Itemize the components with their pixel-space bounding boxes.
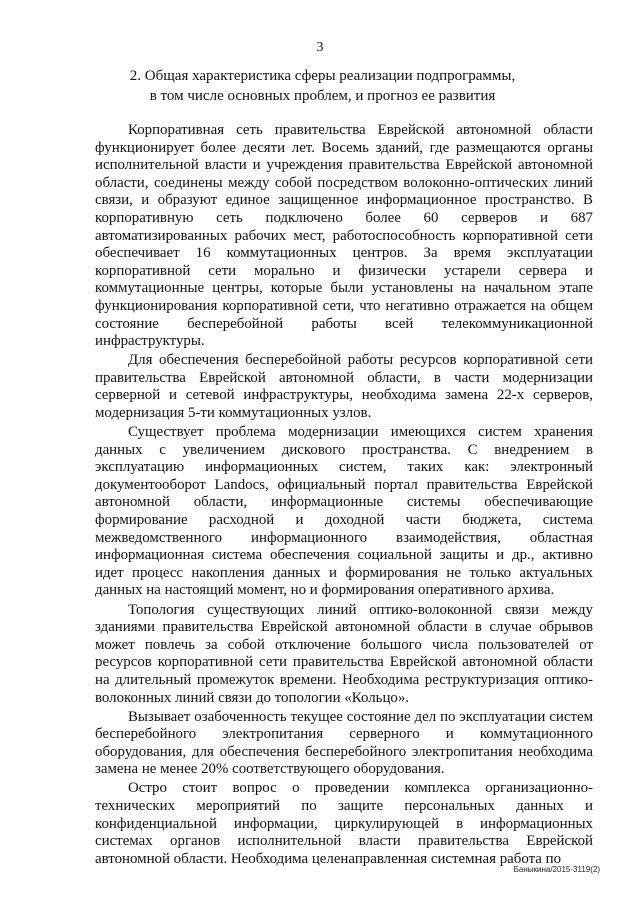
paragraph-storage-modernization: Существует проблема модернизации имеющихся систем хранения данных с увеличением дискового пространства. С внедрением в эксплуатацию информационных систем, таких как: электронный документооборот Landocs, официальный портал правительства Еврейской автономной области, информационные системы обеспечивающие формирование расходной и доходной части бюджета, система межведомственного информационного взаимодействия, областная информационная система обеспечения социальной защиты и др., активно идет процесс накопления данных и формирования не только актуальных данных на настоящий момент, но и формирования оперативного архива. <box>95 424 593 599</box>
footer-reference: Баныкина/2015-3119(2) <box>513 865 600 874</box>
paragraph-data-protection: Остро стоит вопрос о проведении комплекса организационно-технических мероприятий по защите персональных данных и конфиденциальной информации, циркулирующей в информационных системах органов исполнительной власти правительства Еврейской автономной области. Необходима целенаправленная системная работа по <box>95 780 593 867</box>
paragraph-power-supply: Вызывает озабоченность текущее состояние дел по эксплуатации систем бесперебойного электропитания серверного и коммутационного оборудования, для обеспечения бесперебойного электропитания необходима замена не менее 20% соответствующего оборудования. <box>95 708 593 778</box>
section-heading-line-2: в том числе основных проблем, и прогноз ее развития <box>149 88 496 104</box>
page-number: 3 <box>316 40 324 55</box>
section-heading <box>90 66 555 106</box>
paragraph-fiber-topology: Топология существующих линий оптико-волоконной связи между зданиями правительства Еврейской автономной области в случае обрывов может повлечь за собой отключение большого числа пользователей от ресурсов корпоративной сети правительства Еврейской автономной области на длительный промежуток времени. Необходима реструктуризация оптико-волоконных линий связи до топологии «Кольцо». <box>95 601 593 706</box>
body-text <box>95 122 593 870</box>
paragraph-server-replacement: Для обеспечения бесперебойной работы ресурсов корпоративной сети правительства Еврейской автономной области, в части модернизации серверной и сетевой инфраструктуры, необходима замена 22-х серверов, модернизация 5-ти коммутационных узлов. <box>95 352 593 421</box>
section-heading-line-1: 2. Общая характеристика сферы реализации подпрограммы, <box>129 68 516 84</box>
paragraph-corporate-network: Корпоративная сеть правительства Еврейской автономной области функционирует более десяти лет. Восемь зданий, где размещаются органы исполнительной власти и учреждения правительства Еврейской автономной области, соединены между собой посредством волоконно-оптических линий связи, и образуют единое защищенное информационное пространство. В корпоративную сеть подключено более 60 серверов и 687 автоматизированных рабочих мест, работоспособность корпоративной сети обеспечивает 16 коммутационных центров. За время эксплуатации корпоративной сети морально и физически устарели сервера и коммутационные центры, которые были установлены на начальном этапе функционирования корпоративной сети, что негативно отражается на общем состояние бесперебойной работы всей телекоммуникационной инфраструктуры. <box>95 122 593 350</box>
